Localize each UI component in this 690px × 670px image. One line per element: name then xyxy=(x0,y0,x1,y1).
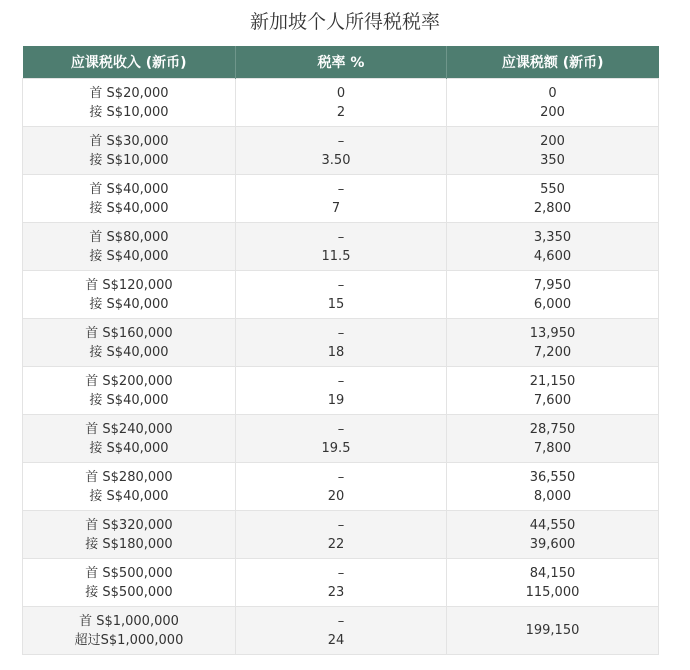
rate-cell xyxy=(236,463,447,511)
income-line: 接 S$40,000 xyxy=(89,296,169,312)
rate-line: – xyxy=(337,133,345,149)
income-line: 首 S$200,000 xyxy=(85,373,173,389)
income-line: 接 S$40,000 xyxy=(89,488,169,504)
tax-cell xyxy=(447,319,659,367)
rate-line: – xyxy=(337,565,345,581)
table-row xyxy=(23,127,659,175)
rate-line: – xyxy=(337,373,345,389)
income-line: 首 S$160,000 xyxy=(85,325,173,341)
tax-line: 36,550 xyxy=(529,469,576,485)
rate-line: – xyxy=(337,421,345,437)
income-line: 首 S$120,000 xyxy=(85,277,173,293)
rate-line: 15 xyxy=(327,296,345,312)
header-tax: 应课税额 (新币) xyxy=(447,46,659,79)
income-line: 首 S$1,000,000 xyxy=(79,613,179,629)
table-row xyxy=(23,319,659,367)
tax-cell xyxy=(447,223,659,271)
income-line: 首 S$20,000 xyxy=(89,85,169,101)
tax-line: 6,000 xyxy=(533,296,572,312)
rate-line: 19.5 xyxy=(321,440,351,456)
tax-cell xyxy=(447,559,659,607)
tax-line: 21,150 xyxy=(529,373,576,389)
income-line: 超过S$1,000,000 xyxy=(74,632,184,648)
income-line: 接 S$10,000 xyxy=(89,104,169,120)
tax-line: 200 xyxy=(540,133,565,149)
tax-line: 84,150 xyxy=(529,565,576,581)
rate-line: 11.5 xyxy=(321,248,351,264)
income-line: 接 S$40,000 xyxy=(89,344,169,360)
tax-line: 7,800 xyxy=(533,440,572,456)
tax-line: 115,000 xyxy=(525,584,580,600)
tax-line: 550 xyxy=(540,181,565,197)
tax-line: 3,350 xyxy=(533,229,572,245)
rate-line: 3.50 xyxy=(321,152,351,168)
income-cell xyxy=(23,511,236,559)
rate-line: – xyxy=(337,469,345,485)
table-row xyxy=(23,79,659,127)
rate-line: – xyxy=(337,613,345,629)
rate-line: 23 xyxy=(327,584,345,600)
rate-line: – xyxy=(337,325,345,341)
table-row xyxy=(23,607,659,655)
income-line: 接 S$180,000 xyxy=(85,536,173,552)
income-cell xyxy=(23,175,236,223)
rate-cell xyxy=(236,271,447,319)
rate-line: 0 xyxy=(336,85,346,101)
income-cell xyxy=(23,127,236,175)
tax-line: 199,150 xyxy=(525,623,580,638)
rate-line: – xyxy=(337,517,345,533)
tax-cell xyxy=(447,175,659,223)
header-row xyxy=(23,46,659,79)
income-line: 首 S$30,000 xyxy=(89,133,169,149)
rate-cell xyxy=(236,415,447,463)
tax-cell xyxy=(447,127,659,175)
rate-line: 7 xyxy=(331,200,341,216)
income-line: 首 S$80,000 xyxy=(89,229,169,245)
rate-cell xyxy=(236,127,447,175)
tax-line: 2,800 xyxy=(533,200,572,216)
rate-cell xyxy=(236,559,447,607)
income-cell xyxy=(23,319,236,367)
rate-line: 20 xyxy=(327,488,345,504)
income-cell xyxy=(23,367,236,415)
table-row xyxy=(23,415,659,463)
income-line: 接 S$500,000 xyxy=(85,584,173,600)
rate-cell xyxy=(236,79,447,127)
rate-cell xyxy=(236,223,447,271)
rate-line: 18 xyxy=(327,344,345,360)
header-rate: 税率 % xyxy=(236,46,447,79)
rate-line: – xyxy=(337,229,345,245)
tax-cell xyxy=(447,271,659,319)
tax-line: 200 xyxy=(540,104,565,120)
income-line: 接 S$10,000 xyxy=(89,152,169,168)
tax-cell xyxy=(447,79,659,127)
income-line: 首 S$240,000 xyxy=(85,421,173,437)
tax-cell xyxy=(447,415,659,463)
income-cell xyxy=(23,607,236,655)
table-row xyxy=(23,511,659,559)
rate-line: 2 xyxy=(336,104,346,120)
tax-line: 7,200 xyxy=(533,344,572,360)
income-cell xyxy=(23,415,236,463)
table-row xyxy=(23,367,659,415)
income-cell xyxy=(23,271,236,319)
tax-cell xyxy=(447,511,659,559)
rate-cell xyxy=(236,367,447,415)
income-line: 首 S$500,000 xyxy=(85,565,173,581)
tax-line: 44,550 xyxy=(529,517,576,533)
income-line: 接 S$40,000 xyxy=(89,440,169,456)
rate-line: 24 xyxy=(327,632,345,648)
income-line: 首 S$320,000 xyxy=(85,517,173,533)
income-cell xyxy=(23,79,236,127)
rate-line: – xyxy=(337,277,345,293)
income-cell xyxy=(23,223,236,271)
rate-line: 22 xyxy=(327,536,345,552)
table-row xyxy=(23,559,659,607)
table-body xyxy=(23,79,659,655)
rate-cell xyxy=(236,319,447,367)
table-row xyxy=(23,175,659,223)
header-income: 应课税收入 (新币) xyxy=(23,46,236,79)
rate-cell xyxy=(236,511,447,559)
income-line: 首 S$280,000 xyxy=(85,469,173,485)
tax-line: 0 xyxy=(548,85,557,101)
tax-line: 8,000 xyxy=(533,488,572,504)
tax-cell xyxy=(447,607,659,655)
tax-cell xyxy=(447,367,659,415)
rate-cell xyxy=(236,175,447,223)
tax-line: 350 xyxy=(540,152,565,168)
tax-line: 13,950 xyxy=(529,325,576,341)
rate-line: 19 xyxy=(327,392,345,408)
tax-rate-table xyxy=(22,46,659,655)
tax-line: 28,750 xyxy=(529,421,576,437)
income-line: 接 S$40,000 xyxy=(89,392,169,408)
income-cell xyxy=(23,463,236,511)
page-title: 新加坡个人所得税税率 xyxy=(249,11,440,33)
table-header xyxy=(23,46,659,79)
rate-line: – xyxy=(337,181,345,197)
table-row xyxy=(23,223,659,271)
tax-line: 39,600 xyxy=(529,536,576,552)
table-row xyxy=(23,271,659,319)
income-cell xyxy=(23,559,236,607)
rate-cell xyxy=(236,607,447,655)
income-line: 接 S$40,000 xyxy=(89,248,169,264)
tax-line: 7,950 xyxy=(533,277,572,293)
table-row xyxy=(23,463,659,511)
income-line: 首 S$40,000 xyxy=(89,181,169,197)
tax-cell xyxy=(447,463,659,511)
income-line: 接 S$40,000 xyxy=(89,200,169,216)
tax-line: 7,600 xyxy=(533,392,572,408)
tax-line: 4,600 xyxy=(533,248,572,264)
